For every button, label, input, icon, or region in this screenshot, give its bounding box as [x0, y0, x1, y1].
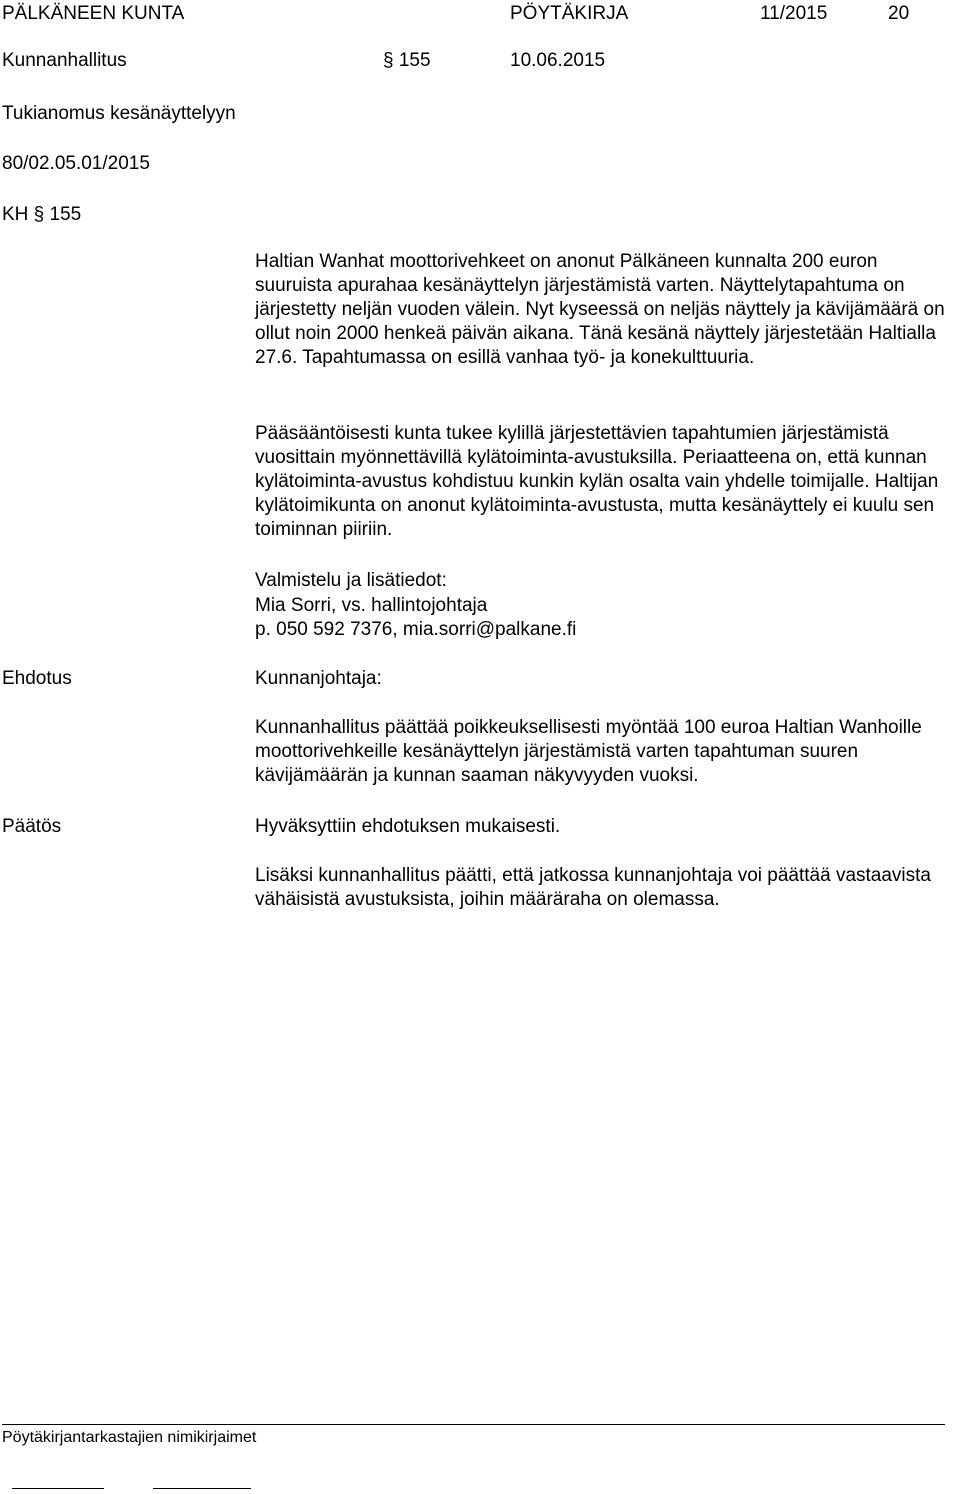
proposal-label: Ehdotus	[2, 668, 72, 689]
proposal-text: Kunnanhallitus päättää poikkeuksellisesti myöntää 100 euroa Haltian Wanhoille moottorivehkeille kesänäyttelyn järjestämistä varten tapahtuman suuren kävijämäärän ja kunnan saaman näkyvyyden vuoksi.	[255, 717, 922, 786]
document-type: PÖYTÄKIRJA	[510, 3, 629, 24]
document-number: 11/2015	[760, 3, 828, 24]
matter-reference: 80/02.05.01/2015	[2, 153, 150, 174]
prepared-contact: p. 050 592 7376, mia.sorri@palkane.fi	[255, 619, 577, 640]
initials-label: Pöytäkirjantarkastajien nimikirjaimet	[2, 1429, 257, 1446]
proposal-paragraph	[255, 716, 958, 788]
decision-label: Päätös	[2, 816, 62, 837]
matter-title: Tukianomus kesänäyttelyyn	[2, 103, 236, 124]
decision-text: Hyväksyttiin ehdotuksen mukaisesti.	[255, 816, 561, 837]
prepared-label: Valmistelu ja lisätiedot:	[255, 570, 447, 591]
matter-section: KH § 155	[2, 204, 82, 225]
prepared-name: Mia Sorri, vs. hallintojohtaja	[255, 595, 488, 616]
decision-additional-text: Lisäksi kunnanhallitus päätti, että jatkossa kunnanjohtaja voi päättää vastaavista vähäisistä avustuksista, joihin määräraha on olemassa.	[255, 865, 931, 910]
initials-line-1	[12, 1488, 104, 1489]
proposer: Kunnanjohtaja:	[255, 668, 382, 689]
background-text: Haltian Wanhat moottorivehkeet on anonut Pälkäneen kunnalta 200 euron suuruista apurahaa kesänäyttelyn järjestämistä varten. Näyttelytapahtuma on järjestetty neljän vuoden välein. Nyt kyseessä on neljäs näyttely ja kävijämäärä on ollut noin 2000 henkeä päivän aikana. Tänä kesänä näyttely järjestetään Haltialla 27.6. Tapahtumassa on esillä vanhaa työ- ja konekulttuuria.	[255, 251, 945, 368]
policy-text: Pääsääntöisesti kunta tukee kylillä järjestettävien tapahtumien järjestämistä vuosittain myönnettävillä kylätoiminta-avustuksilla. Periaatteena on, että kunnan kylätoiminta-avustus kohdistuu kunkin kylän osalta vain yhdelle toimijalle. Haltijan kylätoimikunta on anonut kylätoiminta-avustusta, mutta kesänäyttely ei kuulu sen toiminnan piiriin.	[255, 423, 939, 540]
municipality-name: PÄLKÄNEEN KUNTA	[2, 3, 185, 24]
meeting-date: 10.06.2015	[510, 50, 606, 71]
policy-paragraph	[255, 422, 958, 542]
decision-paragraph	[255, 864, 958, 912]
page-number: 20	[888, 3, 910, 24]
footer-divider	[2, 1424, 945, 1425]
initials-line-2	[153, 1488, 251, 1489]
body-name: Kunnanhallitus	[2, 50, 127, 71]
section-number: § 155	[383, 50, 431, 71]
background-paragraph	[255, 250, 958, 370]
